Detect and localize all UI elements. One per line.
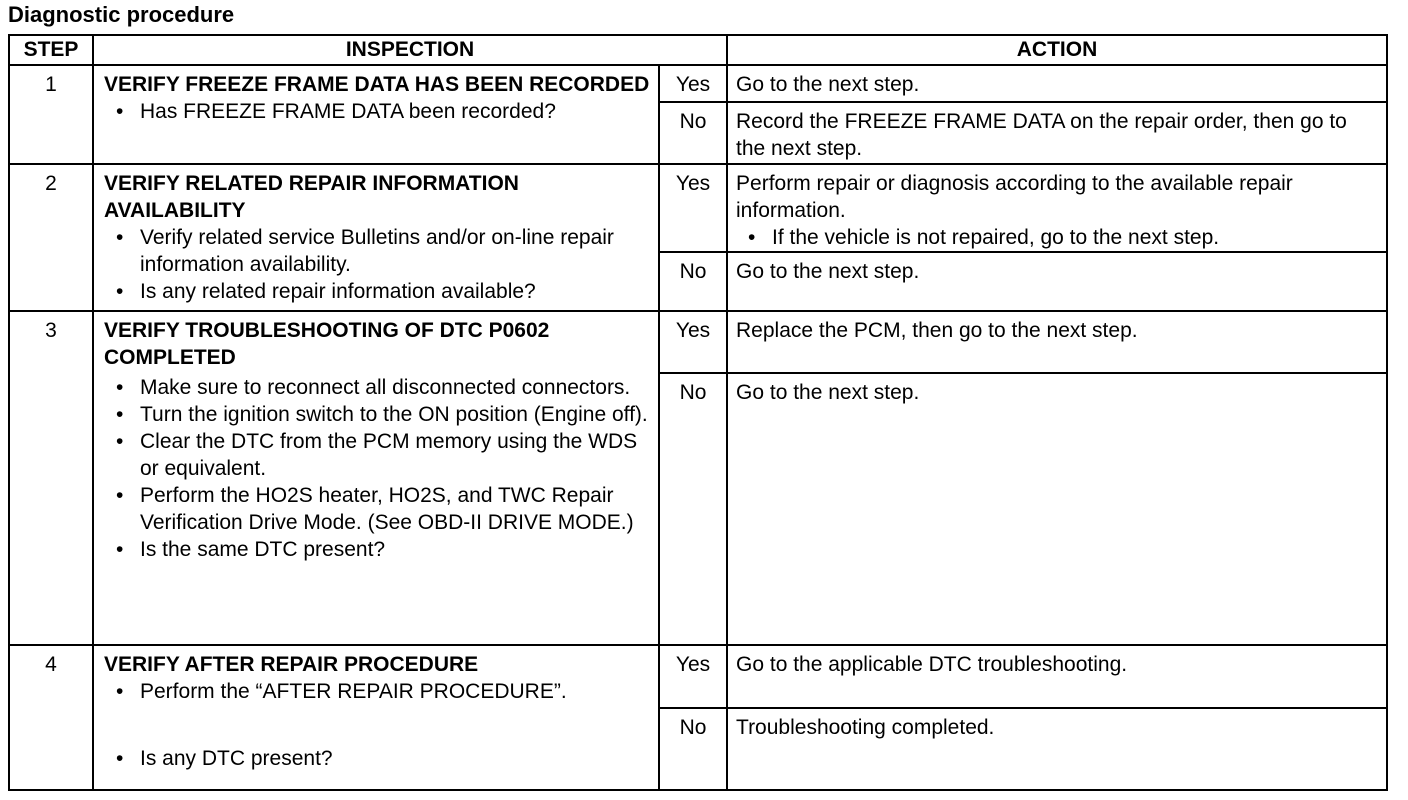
inspection-bullet: • Is any related repair information available?: [104, 278, 652, 305]
step-1-yes-row: [9, 65, 1387, 102]
inspection-bullet: • Make sure to reconnect all disconnected connectors.: [104, 374, 652, 401]
step-2-yes-row: [9, 164, 1387, 252]
step-number: 1: [9, 65, 93, 164]
inspection-bullet: • Turn the ignition switch to the ON position (Engine off).: [104, 401, 652, 428]
no-label: No: [659, 252, 727, 311]
step-3-yes-row: [9, 311, 1387, 373]
yes-action: Go to the next step.: [727, 65, 1387, 102]
inspection-bullets: [104, 374, 652, 563]
yes-label: Yes: [659, 311, 727, 373]
step-heading: VERIFY AFTER REPAIR PROCEDURE: [104, 653, 479, 676]
yes-action: Go to the applicable DTC troubleshooting.: [727, 645, 1387, 708]
step-heading: VERIFY TROUBLESHOOTING OF DTC P0602 COMPLETED: [104, 319, 550, 369]
spacer: [104, 705, 652, 745]
inspection-bullet: • Is any DTC present?: [104, 745, 652, 772]
no-label: No: [659, 708, 727, 790]
yes-action: Replace the PCM, then go to the next step.: [727, 311, 1387, 373]
step-4-inspection: [93, 645, 659, 790]
inspection-bullets: [104, 98, 652, 125]
yes-label: Yes: [659, 645, 727, 708]
inspection-bullets: [104, 745, 652, 772]
inspection-bullet: • Has FREEZE FRAME DATA been recorded?: [104, 98, 652, 125]
yes-label: Yes: [659, 164, 727, 252]
no-action: Go to the next step.: [727, 373, 1387, 645]
step-2-inspection: [93, 164, 659, 311]
yes-action-cell: [727, 164, 1387, 252]
no-label: No: [659, 373, 727, 645]
yes-action: Perform repair or diagnosis according to the available repair information.: [736, 172, 1293, 222]
document-title: Diagnostic procedure: [8, 2, 235, 27]
header-inspection: INSPECTION: [93, 35, 727, 65]
inspection-bullet: • Perform the “AFTER REPAIR PROCEDURE”.: [104, 678, 652, 705]
step-number: 3: [9, 311, 93, 645]
step-3-inspection: [93, 311, 659, 645]
no-action: Troubleshooting completed.: [727, 708, 1387, 790]
action-bullet: • If the vehicle is not repaired, go to the next step.: [736, 224, 1380, 251]
step-heading: VERIFY FREEZE FRAME DATA HAS BEEN RECORDED: [104, 73, 650, 96]
no-action: Record the FREEZE FRAME DATA on the repair order, then go to the next step.: [727, 102, 1387, 164]
step-1-inspection: [93, 65, 659, 164]
header-step: STEP: [9, 35, 93, 65]
no-label: No: [659, 102, 727, 164]
step-heading: VERIFY RELATED REPAIR INFORMATION AVAILABILITY: [104, 172, 519, 222]
inspection-bullet: • Clear the DTC from the PCM memory using the WDS or equivalent.: [104, 428, 652, 482]
action-bullets: [736, 224, 1380, 251]
inspection-bullet: • Is the same DTC present?: [104, 536, 652, 563]
inspection-bullet: • Verify related service Bulletins and/or on-line repair information availability.: [104, 224, 652, 278]
diagnostic-table: [8, 34, 1388, 791]
step-4-yes-row: [9, 645, 1387, 708]
inspection-bullet: • Perform the HO2S heater, HO2S, and TWC Repair Verification Drive Mode. (See OBD-II DRIVE MODE.): [104, 482, 652, 536]
inspection-bullets: [104, 224, 652, 305]
step-number: 4: [9, 645, 93, 790]
yes-label: Yes: [659, 65, 727, 102]
inspection-bullets: [104, 678, 652, 705]
no-action: Go to the next step.: [727, 252, 1387, 311]
header-action: ACTION: [727, 35, 1387, 65]
step-number: 2: [9, 164, 93, 311]
header-row: [9, 35, 1387, 65]
